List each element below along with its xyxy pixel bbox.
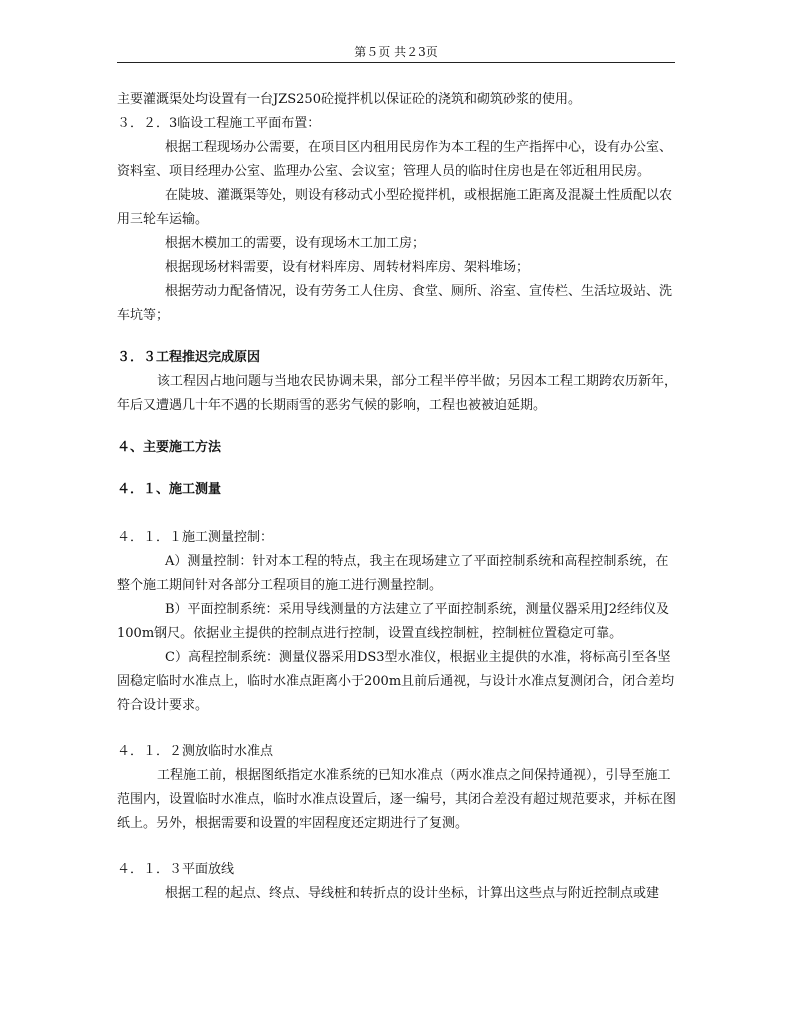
section-heading: ４、主要施工方法: [117, 440, 222, 455]
section-heading: ４．１、施工测量: [117, 482, 222, 497]
paragraph: 根据工程现场办公需要，在项目区内租用民房作为本工程的生产指挥中心，设有办公室、资料室、项目经理办公室、监理办公室、会议室；管理人员的临时住房也是在邻近租用民房。: [117, 140, 673, 179]
paragraph: A）测量控制：针对本工程的特点，我主在现场建立了平面控制系统和高程控制系统，在整个施工期间针对各部分工程项目的施工进行测量控制。: [117, 554, 669, 593]
page-indicator: 第５页 共２3页: [354, 45, 438, 59]
paragraph: 在陡坡、灌溉渠等处，则设有移动式小型砼搅拌机，或根据施工距离及混凝土性质配以农用三轮车运输。: [117, 188, 673, 227]
header-divider: [117, 62, 675, 63]
paragraph: 根据劳动力配备情况，设有劳务工人住房、食堂、厕所、浴室、宣传栏、生活垃圾站、洗车坑等；: [117, 284, 673, 323]
section-heading: ３．３工程推迟完成原因: [117, 350, 261, 365]
section-subheading: ４．１．２测放临时水准点: [117, 744, 274, 759]
section-subheading: ４．１．３平面放线: [117, 862, 235, 877]
section-subheading: ３．２．3临设工程施工平面布置：: [117, 116, 321, 131]
paragraph: 根据工程的起点、终点、导线桩和转折点的设计坐标，计算出这些点与附近控制点或建: [165, 886, 660, 901]
paragraph: 该工程因占地问题与当地农民协调未果，部分工程半停半做；另因本工程工期跨农历新年，年后又遭遇几十年不遇的长期雨雪的恶劣气候的影响，工程也被被迫延期。: [117, 374, 678, 413]
paragraph: 根据现场材料需要，设有材料库房、周转材料库房、架料堆场；: [165, 260, 530, 275]
page-header: [117, 44, 675, 60]
paragraph: 根据木模加工的需要，设有现场木工加工房；: [165, 236, 426, 251]
paragraph: 工程施工前，根据图纸指定水准系统的已知水准点（两水准点之间保持通视），引导至施工范围内，设置临时水准点，临时水准点设置后，逐一编号，其闭合差没有超过规范要求，并标在图纸上。另外，根据需要和设置的牢固程度还定期进行了复测。: [117, 768, 677, 831]
paragraph: C）高程控制系统：测量仪器采用DS3型水准仪，根据业主提供的水准，将标高引至各坚固稳定临时水准点上，临时水准点距离小于200m且前后通视，与设计水准点复测闭合，闭合差均符合设计要求。: [117, 650, 675, 713]
section-subheading: ４．１．１施工测量控制：: [117, 530, 274, 545]
document-body: [117, 88, 679, 906]
paragraph: B）平面控制系统：采用导线测量的方法建立了平面控制系统，测量仪器采用J2经纬仪及100m钢尺。依据业主提供的控制点进行控制，设置直线控制桩，控制桩位置稳定可靠。: [117, 602, 670, 641]
paragraph: 主要灌溉渠处均设置有一台JZS250砼搅拌机以保证砼的浇筑和砌筑砂浆的使用。: [117, 92, 581, 107]
